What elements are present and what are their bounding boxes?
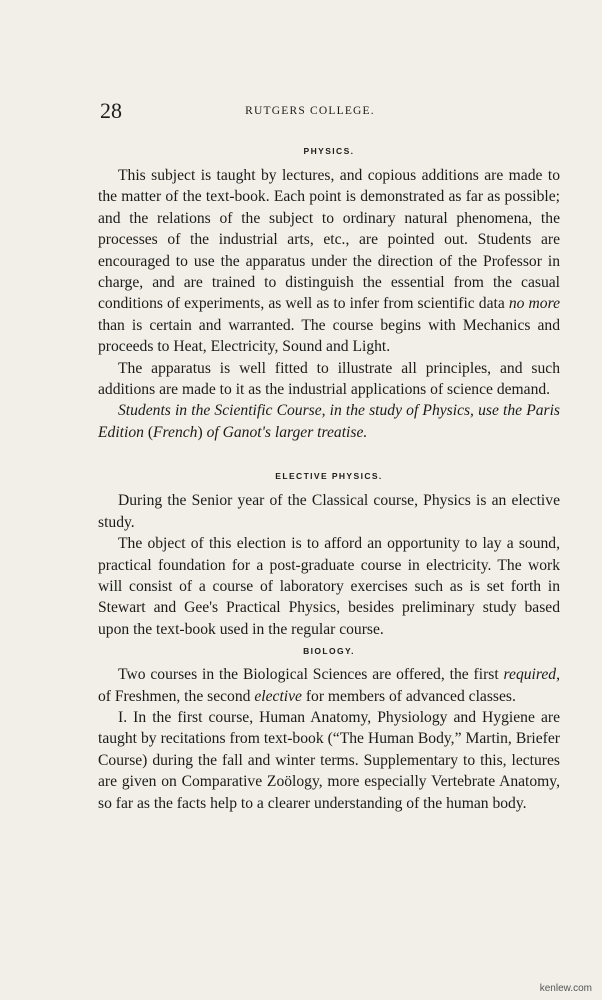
page-header [0,98,602,128]
biology-paragraph-2: I. In the first course, Human Anatomy, Physiology and Hygiene are taught by recitations from text-book (“The Human Body,” Martin, Briefer Course) during the fall and winter terms. Supplementary to this, lectures are given on Comparative Zoölogy, more especially Vertebrate Anatomy, so far as the facts help to a clearer understanding of the human body. [98,708,560,812]
physics-p1-text: This subject is taught by lectures, and copious additions are made to the matter of the text-book. Each point is demonstrated as far as possible; and the relations of the subject to ordinary natural phenomena, the processes of the industrial arts, etc., are pointed out. Students are encouraged to use the apparatus under the direction of the Professor in charge, and are trained to distinguish the essential from the casual conditions of experiments, as well as to infer from scientific data [98,167,560,313]
physics-p3-b: ( [143,423,154,441]
page-body [98,144,560,814]
watermark: kenlew.com [539,983,592,994]
running-head: RUTGERS COLLEGE. [245,105,375,117]
biology-p1-b: required, [503,666,560,684]
biology-paragraph-1 [98,664,560,707]
biology-p1-d: elective [254,687,302,705]
section-heading-biology: BIOLOGY. [303,646,355,657]
physics-p3-a: Students in the Scientific Course, in the study of Physics, use the Paris Edition [98,402,560,441]
physics-paragraph-2: The apparatus is well fitted to illustrate all principles, and such additions are made to it as the industrial applications of science demand. [98,359,560,399]
physics-p3-c: French [153,423,198,441]
page-number: 28 [100,98,122,123]
section-heading-elective-physics: ELECTIVE PHYSICS. [275,471,383,482]
elective-paragraph-2: The object of this election is to afford an opportunity to lay a sound, practical foundation for a post-graduate course in electricity. The work will consist of a course of laboratory exercises such as is set forth in Stewart and Gee's Practical Physics, besides preliminary study based upon the text-book used in the regular course. [98,535,560,638]
biology-p1-a: Two courses in the Biological Sciences are offered, the first [118,666,504,684]
section-heading-physics: PHYSICS. [303,146,355,156]
biology-p1-e: for members of advanced classes. [301,687,516,705]
physics-p3-e: of Ganot's larger treatise. [206,423,368,441]
physics-paragraph-3 [98,400,560,443]
physics-p1-italic: no more [508,295,560,313]
physics-p1-tail: than is certain and warranted. The course begins with Mechanics and proceeds to Heat, Electricity, Sound and Light. [98,316,560,356]
elective-paragraph-1: During the Senior year of the Classical course, Physics is an elective study. [98,492,560,531]
biology-p1-c: of Freshmen, the second [98,687,255,705]
physics-paragraph-1 [98,165,560,358]
physics-p3-d: ) [197,423,207,441]
